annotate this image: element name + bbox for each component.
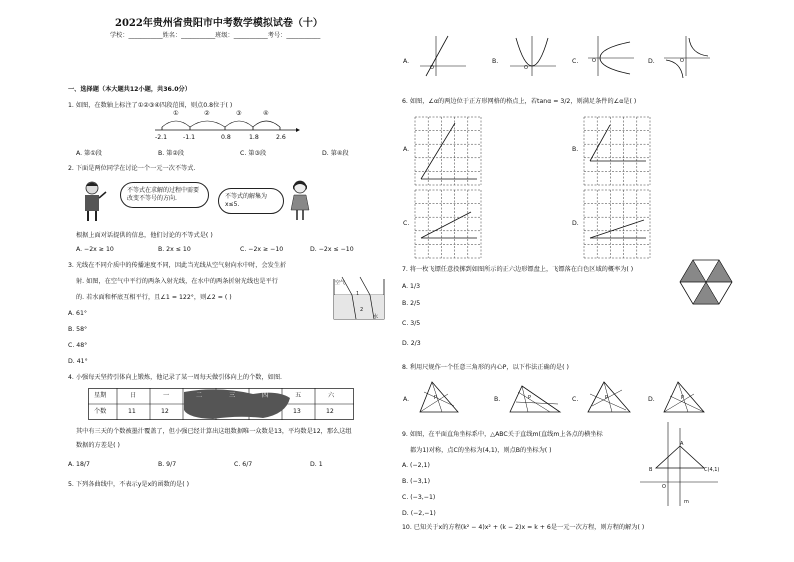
- q4-header-5: 四: [262, 392, 269, 399]
- q4-choice-b[interactable]: B. 9/7: [158, 461, 177, 468]
- q5-graph-label-d[interactable]: D.: [648, 58, 655, 65]
- section-heading: 一、选择题（本大题共12小题，共36.0分）: [68, 86, 191, 93]
- q4-choice-d[interactable]: D. 1: [310, 461, 323, 468]
- q8-label-a[interactable]: A.: [403, 396, 410, 403]
- info-line: 学校：___________姓名：___________班级：___________考号：___________: [110, 32, 321, 39]
- q1-mark-1: ①: [173, 110, 179, 117]
- q4-choice-a[interactable]: A. 18/7: [68, 461, 90, 468]
- q4-header-6: 五: [295, 392, 302, 399]
- q1-tick-3: 0.8: [221, 134, 231, 141]
- q5-origin-c: O: [592, 58, 596, 64]
- q2-bubble-1: 不等式在求解的过程中需要改变不等号的方向.: [120, 182, 209, 208]
- q6-label-a[interactable]: A.: [403, 146, 410, 153]
- q4-text: 4. 小强每天坚持引体向上锻炼，他记录了某一周每天做引体向上的个数，如图.: [68, 374, 283, 381]
- q7-choice-b[interactable]: B. 2/5: [402, 300, 421, 307]
- q4-header-2: 一: [163, 392, 170, 399]
- q4-value-sun: 11: [128, 408, 136, 415]
- q4-header-1: 日: [130, 392, 137, 399]
- q3-label-water: 水: [373, 314, 379, 320]
- q5-origin-a: O: [430, 65, 434, 71]
- q2-subquestion: 根据上面对话提供的信息，他们讨论的不等式是( ): [76, 232, 213, 239]
- q5-graph-c: [586, 34, 636, 78]
- q2-choice-c[interactable]: C. −2x ≥ −10: [240, 246, 284, 253]
- q1-choice-b[interactable]: B. 第②段: [158, 150, 185, 157]
- q1-tick-2: -1.1: [183, 134, 196, 141]
- q4-header-7: 六: [328, 392, 335, 399]
- q1-choice-c[interactable]: C. 第③段: [240, 150, 267, 157]
- q3-choice-a[interactable]: A. 61°: [68, 310, 88, 317]
- q8-p-a: P: [434, 395, 438, 401]
- q4-value-fri: 13: [293, 408, 301, 415]
- q6-grid-d: [584, 190, 650, 258]
- q9-choice-a[interactable]: A. (−2,1): [402, 462, 430, 469]
- q8-triangle-c: [586, 380, 632, 414]
- q6-grid-b: [584, 117, 650, 185]
- q3-choice-c[interactable]: C. 48°: [68, 342, 88, 349]
- q2-text: 2. 下面是两位同学在讨论一个一元一次不等式.: [68, 165, 196, 172]
- q10-text: 10. 已知关于x的方程(k² − 4)x² + (k − 2)x = k + 6是一元一次方程，则方程的解为( ): [402, 524, 645, 531]
- q8-p-c: P: [605, 395, 609, 401]
- q8-text: 8. 利用尺规作一个任意三角形的内心P，以下作法正确的是( ): [402, 364, 569, 371]
- q7-choice-a[interactable]: A. 1/3: [402, 283, 421, 290]
- q1-mark-2: ②: [204, 110, 210, 117]
- q2-choice-d[interactable]: D. −2x ≤ −10: [310, 246, 354, 253]
- q7-hexagon-dartboard: [680, 258, 732, 306]
- q7-text: 7. 将一枚飞镖任意投掷到如图所示的正六边形镖盘上，飞镖落在白色区域的概率为( ): [402, 266, 634, 273]
- q2-bubble-2: 不等式的解集为 x≤5.: [218, 188, 284, 214]
- q6-text: 6. 如图，∠α的两边位于正方形网格的格点上，若tanα = 3/2，则满足条件的∠α是( ): [402, 98, 637, 105]
- q1-mark-4: ④: [263, 110, 269, 117]
- q6-label-b[interactable]: B.: [572, 146, 579, 153]
- page-title: 2022年贵州省贵阳市中考数学模拟试卷（十）: [115, 18, 323, 29]
- q5-origin-b: O: [524, 65, 528, 71]
- q4-header-0: 星期: [94, 392, 107, 399]
- q7-choice-d[interactable]: D. 2/3: [402, 340, 421, 347]
- q8-p-d: P: [681, 395, 685, 401]
- q9-choice-b[interactable]: B. (−3,1): [402, 478, 431, 485]
- q8-label-d[interactable]: D.: [648, 396, 655, 403]
- q9-label-a: A: [680, 441, 684, 447]
- q3-line-2: 射. 如图，在空气中平行的两条入射光线，在水中的两条折射光线也是平行: [76, 278, 278, 285]
- q5-graph-label-a[interactable]: A.: [403, 58, 410, 65]
- q7-choice-c[interactable]: C. 3/5: [402, 320, 421, 327]
- q5-graph-d: [662, 34, 712, 78]
- q1-tick-4: 1.8: [249, 134, 259, 141]
- q8-label-c[interactable]: C.: [572, 396, 579, 403]
- q6-grid-c: [415, 190, 481, 258]
- q5-text: 5. 下列各曲线中，不表示y是x的函数的是( ): [68, 481, 189, 488]
- q4-sub-2: 数据的方差是( ): [76, 442, 120, 449]
- student-boy-icon: [80, 180, 108, 222]
- q9-choice-d[interactable]: D. (−2,−1): [402, 510, 436, 517]
- q1-choice-d[interactable]: D. 第④段: [322, 150, 349, 157]
- q3-label-air: 空气: [335, 280, 346, 286]
- q3-choice-d[interactable]: D. 41°: [68, 358, 88, 365]
- q9-label-o: O: [662, 484, 666, 490]
- q9-label-m: m: [684, 499, 689, 505]
- q4-header-3: 二: [196, 392, 203, 399]
- q4-row-label: 个数: [94, 408, 107, 415]
- q1-tick-1: -2.1: [155, 134, 168, 141]
- q5-origin-d: O: [680, 58, 684, 64]
- q3-choice-b[interactable]: B. 58°: [68, 326, 88, 333]
- q3-label-angle-2: 2: [360, 307, 364, 313]
- q2-choice-b[interactable]: B. 2x ≤ 10: [158, 246, 191, 253]
- q6-grid-a: [415, 117, 481, 185]
- q4-value-sat: 12: [326, 408, 334, 415]
- q1-mark-3: ③: [236, 110, 242, 117]
- q6-label-c[interactable]: C.: [403, 220, 410, 227]
- q3-line-1: 3. 光线在不同介质中的传播速度不同，因此当光线从空气射向水中时，会发生折: [68, 262, 287, 269]
- q9-choice-c[interactable]: C. (−3,−1): [402, 494, 436, 501]
- q4-sub-1: 其中有三天的个数被墨汁覆盖了，但小强已经计算出这组数据唯一众数是13，平均数是12，那么这组: [76, 428, 352, 435]
- q8-label-b[interactable]: B.: [494, 396, 501, 403]
- q1-text: 1. 如图，在数轴上标注了①②③④四段范围，则点0.8位于( ): [68, 102, 233, 109]
- q9-line-2: 都为1)对称，点C的坐标为(4,1)，则点B的坐标为( ): [410, 447, 552, 454]
- q9-line-1: 9. 如图，在平面直角坐标系中，△ABC关于直线m(直线m上各点的横坐标: [402, 431, 603, 438]
- q8-triangle-b: [508, 384, 562, 414]
- q3-label-angle-1: 1: [356, 291, 360, 297]
- q9-label-c: C(4,1): [704, 467, 720, 473]
- q4-choice-c[interactable]: C. 6/7: [234, 461, 253, 468]
- q5-graph-label-c[interactable]: C.: [572, 58, 579, 65]
- q2-choice-a[interactable]: A. −2x ≥ 10: [76, 246, 114, 253]
- q4-value-mon: 12: [161, 408, 169, 415]
- q5-graph-b: [508, 34, 558, 78]
- q1-choice-a[interactable]: A. 第①段: [76, 150, 102, 157]
- q8-triangle-a: [418, 380, 462, 414]
- q9-coordinate-figure: [640, 420, 720, 508]
- q6-label-d[interactable]: D.: [572, 220, 579, 227]
- q3-line-3: 的. 若水面和杯底互相平行，且∠1 = 122°，则∠2 = ( ): [76, 294, 232, 301]
- q9-label-b: B: [649, 467, 653, 473]
- q5-graph-label-b[interactable]: B.: [492, 58, 499, 65]
- q4-header-4: 三: [229, 392, 236, 399]
- q8-p-b: P: [528, 395, 532, 401]
- student-girl-icon: [288, 178, 312, 222]
- q5-graph-a: [418, 34, 468, 78]
- q1-tick-5: 2.6: [276, 134, 286, 141]
